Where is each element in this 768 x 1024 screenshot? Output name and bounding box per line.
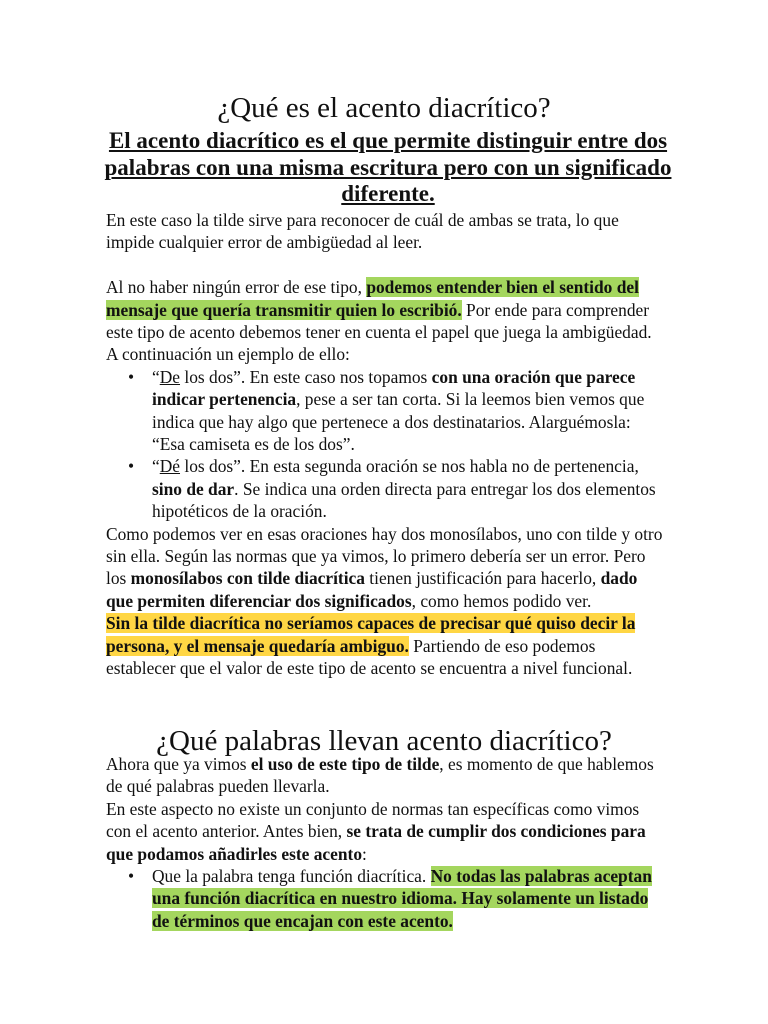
section-title: ¿Qué palabras llevan acento diacrítico?	[156, 725, 612, 757]
paragraph-usage	[106, 753, 666, 798]
paragraph-intro: En este caso la tilde sirve para reconocer de cuál de ambas se trata, lo que impide cualquier error de ambigüedad al leer.	[106, 210, 619, 253]
green-highlight: No todas las palabras aceptan una función diacrítica en nuestro idioma. Hay solamente un listado de términos que encajan con este acento.	[152, 866, 652, 931]
list-item	[106, 366, 666, 456]
conditions-list	[106, 865, 666, 932]
list-item	[106, 455, 666, 522]
text-run: “	[152, 366, 160, 387]
text-run: tienen justificación para hacerlo,	[364, 568, 601, 589]
text-run: , pese a ser tan corta. Si la leemos bien vemos que indica que hay algo que pertenece a dos destinatarios. Alarguémosla: “Esa camiseta es de los dos”.	[152, 389, 645, 455]
bold-text: con una oración que parece indicar pertenencia	[152, 366, 636, 410]
text-run: :	[362, 843, 367, 864]
text-run: Ahora que ya vimos	[106, 754, 251, 774]
body-section-1	[106, 209, 666, 680]
paragraph-monosyllables	[106, 523, 666, 613]
text-run: los dos”. En esta segunda oración se nos habla no de pertenencia,	[180, 456, 639, 477]
bold-text: el uso de este tipo de tilde	[250, 754, 440, 774]
text-run: Por ende para comprender este tipo de acento debemos tener en cuenta el papel que juega la ambigüedad. A continuación un ejemplo de ello:	[106, 299, 652, 365]
text-run: “	[152, 456, 160, 477]
text-run: Como podemos ver en esas oraciones hay dos monosílabos, uno con tilde y otro sin ella. Según las normas que ya vimos, lo primero debería ser un error. Pero los	[106, 523, 663, 589]
text-run: . Se indica una orden directa para entregar los dos elementos hipotéticos de la oración.	[152, 478, 656, 522]
yellow-highlight: no seríamos capaces de precisar qué quiso decir la persona, y el mensaje quedaría ambiguo.	[106, 613, 636, 656]
paragraph-functional	[106, 612, 666, 679]
list-item	[106, 865, 666, 932]
text-run: , es momento de que hablemos de qué palabras pueden llevarla.	[106, 754, 654, 797]
bold-text: sino de dar	[152, 478, 235, 499]
paragraph-conditions	[106, 798, 666, 865]
body-section-2	[106, 753, 666, 932]
page-title: ¿Qué es el acento diacrítico?	[217, 92, 551, 124]
text-run: , como hemos podido ver.	[411, 590, 592, 611]
yellow-highlight: Sin la tilde diacrítica	[106, 613, 261, 634]
underlined-word: Dé	[159, 456, 181, 477]
text-run: Que la palabra tenga función diacrítica.	[152, 866, 431, 887]
bold-text: dado que permiten diferenciar dos significados	[106, 568, 638, 611]
text-run: los dos”. En este caso nos topamos	[180, 366, 432, 387]
text-run: En este aspecto no existe un conjunto de normas tan específicas como vimos con el acento anterior. Antes bien,	[106, 798, 640, 842]
example-list	[106, 366, 666, 523]
page-subtitle: El acento diacrítico es el que permite distinguir entre dos palabras con una misma escritura pero con un significado diferente.	[104, 128, 672, 206]
bold-text: monosílabos con tilde diacrítica	[130, 568, 365, 589]
text-run: Partiendo de eso podemos establecer que el valor de este tipo de acento se encuentra a nivel funcional.	[106, 635, 633, 679]
bold-text: se trata de cumplir dos condiciones para que podamos añadirles este acento	[106, 821, 646, 864]
underlined-word: De	[159, 366, 181, 387]
paragraph-ambiguity	[106, 276, 666, 366]
text-run: Al no haber ningún error de ese tipo,	[106, 277, 367, 298]
green-highlight: podemos entender bien el sentido del mensaje que quería transmitir quien lo escribió.	[106, 277, 639, 320]
